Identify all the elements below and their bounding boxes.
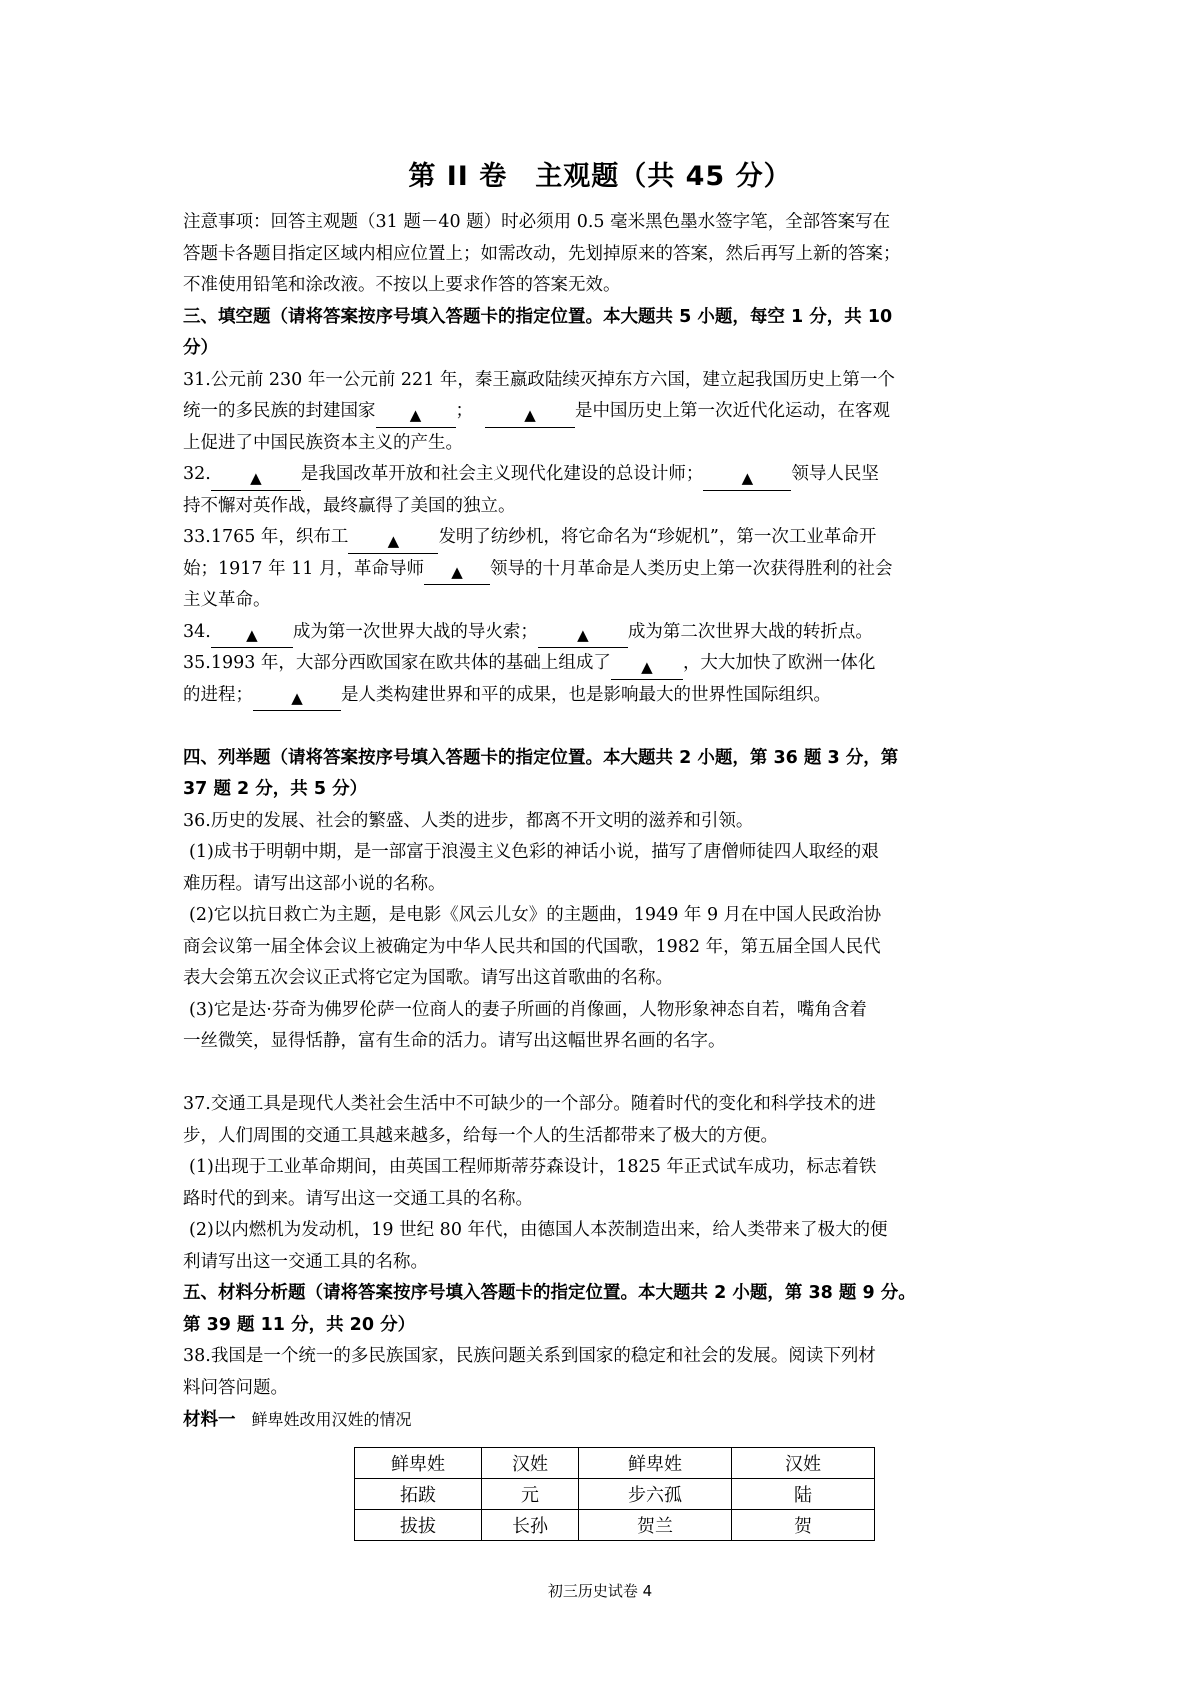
question-32 <box>183 459 1031 522</box>
sub-question: 路时代的到来。请写出这一交通工具的名称。 <box>183 1188 533 1209</box>
sub-question: 难历程。请写出这部小说的名称。 <box>183 873 446 894</box>
table-header-cell: 汉姓 <box>732 1448 875 1479</box>
table-cell: 贺 <box>732 1510 875 1541</box>
question-33 <box>183 522 1031 617</box>
table-header-cell: 鲜卑姓 <box>579 1448 732 1479</box>
material-caption <box>183 1404 1031 1436</box>
question-37 <box>183 1089 1031 1278</box>
triangle-marker-icon: ▲ <box>741 468 754 487</box>
question-text: 上促进了中国民族资本主义的产生。 <box>183 432 463 453</box>
notice-line: 注意事项：回答主观题（31 题－40 题）时必须用 0.5 毫米黑色墨水签字笔，全部答案写在 <box>183 212 891 232</box>
question-text: 统一的多民族的封建国家 <box>183 401 376 421</box>
sub-question: (2)它以抗日救亡为主题，是电影《风云儿女》的主题曲，1949 年 9 月在中国人民政治协 <box>189 905 882 925</box>
question-38 <box>183 1341 1031 1436</box>
sub-question: 一丝微笑，显得恬静，富有生命的活力。请写出这幅世界名画的名字。 <box>183 1031 726 1051</box>
question-text: 始；1917 年 11 月，革命导师 <box>183 558 424 579</box>
table-cell: 拓跋 <box>355 1479 482 1510</box>
sub-question: 利请写出这一交通工具的名称。 <box>183 1251 428 1272</box>
question-text: 31.公元前 230 年一公元前 221 年，秦王嬴政陆续灭掉东方六国，建立起我国历史上第一个 <box>183 369 895 390</box>
section4-heading: 37 题 2 分，共 5 分） <box>183 779 368 799</box>
answer-blank <box>253 686 341 711</box>
question-text: 步，人们周围的交通工具越来越多，给每一个人的生活都带来了极大的方便。 <box>183 1125 778 1146</box>
triangle-marker-icon: ▲ <box>577 626 589 644</box>
section3-heading: 三、填空题（请将答案按序号填入答题卡的指定位置。本大题共 5 小题，每空 1 分，共 10 <box>183 306 893 327</box>
question-text: 38.我国是一个统一的多民族国家，民族问题关系到国家的稳定和社会的发展。阅读下列材 <box>183 1346 876 1366</box>
question-text: 是人类构建世界和平的成果，也是影响最大的世界性国际组织。 <box>341 684 831 705</box>
question-text: 的进程； <box>183 684 253 705</box>
material-title: 鲜卑姓改用汉姓的情况 <box>251 1410 412 1429</box>
triangle-marker-icon: ▲ <box>387 531 400 550</box>
table-cell: 陆 <box>732 1479 875 1510</box>
answer-blank <box>485 403 575 428</box>
answer-blank <box>211 466 301 491</box>
section5-heading: 第 39 题 11 分，共 20 分） <box>183 1314 416 1335</box>
surname-table <box>354 1447 875 1541</box>
exam-content <box>183 207 1031 1436</box>
question-text: 是我国改革开放和社会主义现代化建设的总设计师； <box>300 464 704 484</box>
question-text: ，大大加快了欧洲一体化 <box>682 653 876 673</box>
question-text: 是中国历史上第一次近代化运动，在客观 <box>575 401 890 421</box>
question-35 <box>183 648 1031 711</box>
section4-heading: 四、列举题（请将答案按序号填入答题卡的指定位置。本大题共 2 小题，第 36 题 3 分，第 <box>183 747 899 768</box>
question-text: 32. <box>183 464 211 484</box>
page-title: 第 II 卷 主观题（共 45 分） <box>408 161 792 192</box>
answer-blank <box>611 655 683 680</box>
answer-blank <box>703 466 791 491</box>
table-row <box>355 1479 875 1510</box>
question-text: 33.1765 年，织布工 <box>183 527 349 547</box>
sub-question: (1)出现于工业革命期间，由英国工程师斯蒂芬森设计，1825 年正式试车成功，标志着铁 <box>189 1157 877 1177</box>
question-36 <box>183 806 1031 1058</box>
table-cell: 步六孤 <box>579 1479 732 1510</box>
question-text: 成为第二次世界大战的转折点。 <box>627 621 873 642</box>
sub-question: (3)它是达·芬奇为佛罗伦萨一位商人的妻子所画的肖像画，人物形象神态自若，嘴角含着 <box>189 999 867 1020</box>
notice-line: 答题卡各题目指定区域内相应位置上；如需改动，先划掉原来的答案，然后再写上新的答案； <box>183 243 901 264</box>
triangle-marker-icon: ▲ <box>524 405 536 424</box>
section3-heading: 分） <box>183 338 218 358</box>
page-footer: 初三历史试卷 4 <box>547 1582 653 1600</box>
notice-line: 不准使用铅笔和涂改液。不按以上要求作答的答案无效。 <box>183 275 621 295</box>
question-text: 料问答问题。 <box>183 1377 288 1398</box>
answer-blank <box>424 560 490 585</box>
question-text: 36.历史的发展、社会的繁盛、人类的进步，都离不开文明的滋养和引领。 <box>183 810 754 831</box>
table-cell: 贺兰 <box>579 1510 732 1541</box>
table-cell: 长孙 <box>482 1510 579 1541</box>
material-label: 材料一 <box>183 1410 236 1430</box>
section5-heading: 五、材料分析题（请将答案按序号填入答题卡的指定位置。本大题共 2 小题，第 38 题 9 分。 <box>183 1283 916 1303</box>
notice <box>183 207 1031 302</box>
triangle-marker-icon: ▲ <box>291 689 303 707</box>
triangle-marker-icon: ▲ <box>246 626 258 644</box>
question-31 <box>183 365 1031 460</box>
triangle-marker-icon: ▲ <box>250 468 262 487</box>
question-text: 持不懈对英作战，最终赢得了美国的独立。 <box>183 495 516 516</box>
sub-question: (2)以内燃机为发动机，19 世纪 80 年代，由德国人本茨制造出来，给人类带来了极大的便 <box>189 1220 888 1240</box>
question-text: 领导人民坚 <box>791 464 879 484</box>
triangle-marker-icon: ▲ <box>409 405 422 424</box>
answer-blank <box>538 623 628 648</box>
question-text: 主义革命。 <box>183 590 271 610</box>
question-text: 35.1993 年，大部分西欧国家在欧共体的基础上组成了 <box>183 653 611 673</box>
question-text: 领导的十月革命是人类历史上第一次获得胜利的社会 <box>490 558 893 579</box>
table-header-row <box>355 1448 875 1479</box>
table-cell: 元 <box>482 1479 579 1510</box>
triangle-marker-icon: ▲ <box>451 563 463 581</box>
sub-question: 表大会第五次会议正式将它定为国歌。请写出这首歌曲的名称。 <box>183 968 673 988</box>
sub-question: (1)成书于明朝中期，是一部富于浪漫主义色彩的神话小说，描写了唐僧师徒四人取经的艰 <box>189 842 879 862</box>
question-text: ； <box>455 401 473 421</box>
question-text: 37.交通工具是现代人类社会生活中不可缺少的一个部分。随着时代的变化和科学技术的进 <box>183 1094 876 1114</box>
table-header-cell: 汉姓 <box>482 1448 579 1479</box>
table-cell: 拔拔 <box>355 1510 482 1541</box>
triangle-marker-icon: ▲ <box>641 657 653 676</box>
question-text: 成为第一次世界大战的导火索； <box>292 621 538 642</box>
question-34 <box>183 617 1031 649</box>
sub-question: 商会议第一届全体会议上被确定为中华人民共和国的代国歌，1982 年，第五届全国人民代 <box>183 936 881 957</box>
answer-blank <box>211 623 293 648</box>
question-text: 发明了纺纱机，将它命名为“珍妮机”，第一次工业革命开 <box>438 527 877 547</box>
answer-blank <box>348 529 438 554</box>
table-header-cell: 鲜卑姓 <box>355 1448 482 1479</box>
question-text: 34. <box>183 621 211 642</box>
table-row <box>355 1510 875 1541</box>
answer-blank <box>376 403 456 428</box>
